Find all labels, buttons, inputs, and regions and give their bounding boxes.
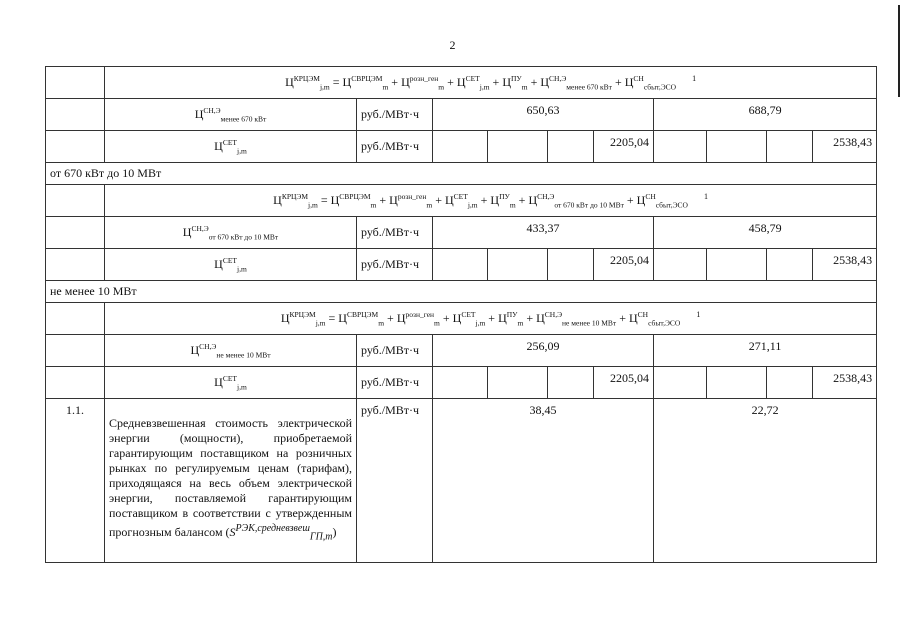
snee-value-2: 458,79 [748,221,782,235]
operator [326,311,339,325]
price-letter: Ц [624,74,634,89]
price-letter: Ц [502,74,511,89]
empty-cell [767,367,813,399]
symbol-superscript: ПУ [511,73,522,83]
unit: руб./МВт·ч [361,107,420,121]
set-symbol-cell [105,367,357,399]
price-formula [105,185,877,217]
number-cell [46,335,105,367]
footnote-mark: 1 [692,73,697,83]
set-symbol-cell [105,249,357,281]
symbol-superscript: СН [633,73,644,83]
empty-cell [707,131,767,163]
price-symbol [396,309,440,328]
operator [516,193,529,207]
empty-cell [488,131,548,163]
price-letter: Ц [444,192,454,207]
price-symbol [182,223,279,242]
price-symbol [636,191,688,210]
set-value-cell-2 [813,249,877,281]
price-symbol [214,255,247,274]
price-letter: Ц [452,310,462,325]
symbol-subscript: j,m [237,264,247,274]
symbol-subscript: сбыт,ЭСО [648,318,681,328]
operator-sign: + [614,74,622,89]
price-formula [105,67,877,99]
symbol-subscript: m [378,318,385,328]
value-cell-2 [654,217,877,249]
snee-row [46,217,877,249]
price-letter: Ц [285,74,294,89]
symbol-subscript: m [521,82,528,92]
symbol-superscript: СН,Э [549,73,567,83]
price-letter: Ц [396,310,406,325]
operator-sign: + [387,310,394,325]
price-letter: Ц [182,224,192,239]
operator-sign: + [435,192,442,207]
operator-sign: + [480,192,488,207]
value-cell-1 [433,335,654,367]
number-cell [46,131,105,163]
set-value-1: 2205,04 [610,371,649,385]
empty-cell [707,367,767,399]
unit-cell [357,217,433,249]
set-row [46,367,877,399]
price-symbol [498,309,524,328]
value-cell-1 [433,399,654,563]
operator [485,311,498,325]
item-description: Средневзвешенная стоимость электрической энергии (мощности), приобретаемой гарантирующим поставщиком на розничных рынках по регулируемым ценам (тарифам), приходящаяся на весь объем электрической энергии, поставляемой гарантирующим поставщиком в соответствии с утвержденным прогнозным балансом ( [109,416,352,540]
symbol-letter: S [229,525,236,540]
symbol-superscript: розн_ген [397,191,427,201]
empty-cell [654,131,707,163]
empty-cell [707,249,767,281]
price-symbol [214,373,247,392]
symbol-superscript: КРЦЭМ [281,191,309,201]
price-letter: Ц [490,192,500,207]
symbol-superscript: розн_ген [405,309,435,319]
symbol-superscript: РЭК,средневзвеш [235,523,310,535]
symbol-superscript: СН,Э [203,105,221,115]
snee-row [46,335,877,367]
symbol-subscript: j,m [319,82,330,92]
formula-row [46,303,877,335]
price-symbol [401,73,445,92]
section-heading-row [46,163,877,185]
symbol-subscript: сбыт,ЭСО [655,200,688,210]
price-symbol [490,191,516,210]
set-value-cell-1 [594,131,654,163]
symbol-subscript: от 670 кВт до 10 МВт [208,232,279,242]
price-symbol [342,73,389,92]
item-number-cell [46,399,105,563]
unit: руб./МВт·ч [361,343,420,357]
operator-sign: + [626,192,634,207]
empty-cell [654,367,707,399]
operator [388,75,401,89]
symbol-superscript: ПУ [506,309,518,319]
unit: руб./МВт·ч [361,225,420,239]
price-symbol [214,137,247,156]
page-number: 2 [449,38,456,52]
symbol-subscript: от 670 кВт до 10 МВт [554,200,624,210]
symbol-subscript: сбыт,ЭСО [643,82,677,92]
price-symbol [536,309,617,328]
price-letter: Ц [273,192,282,207]
set-value-cell-2 [813,367,877,399]
set-value-2: 2538,43 [833,253,873,267]
set-value-2: 2538,43 [833,371,873,385]
operator-sign: = [320,192,328,207]
price-letter: Ц [401,74,410,89]
price-symbol [194,105,267,124]
symbol-superscript: розн_ген [409,73,439,83]
tariff-table [45,66,877,563]
set-value-cell-1 [594,249,654,281]
number-cell [46,67,105,99]
snee-value-2: 688,79 [748,103,782,117]
empty-cell [548,249,594,281]
footnote-mark: 1 [703,191,708,201]
symbol-superscript: СВРЦЭМ [346,309,379,319]
price-symbol [540,73,612,92]
section-heading-text: от 670 кВт до 10 МВт [50,166,162,180]
price-letter: Ц [536,310,545,325]
symbol-subscript: m [434,318,440,328]
set-row [46,131,877,163]
price-letter: Ц [636,192,646,207]
operator-sign: = [332,74,340,89]
symbol-subscript: j,m [308,200,318,210]
symbol-subscript: j,m [315,318,326,328]
symbol-subscript: j,m [479,82,490,92]
price-letter: Ц [528,192,538,207]
empty-cell [433,249,488,281]
symbol-subscript: m [370,200,377,210]
symbol-subscript: не менее 10 МВт [216,350,271,360]
symbol-subscript: m [426,200,433,210]
operator-sign: = [328,310,336,325]
empty-cell [654,249,707,281]
symbol-superscript: СЕТ [222,255,238,265]
item-number: 1.1. [66,403,84,417]
symbol-superscript: СЕТ [453,191,468,201]
operator [490,75,503,89]
price-letter: Ц [194,106,204,121]
price-symbol [389,191,433,210]
operator-sign: + [391,74,399,89]
value-cell-2 [654,335,877,367]
operator-sign: + [442,310,450,325]
price-symbol [338,309,385,328]
price-letter: Ц [540,74,550,89]
symbol-subscript: j,m [475,318,486,328]
operator-sign: + [530,74,538,89]
symbol-subscript: m [382,82,389,92]
symbol-subscript: менее 670 кВт [566,82,612,92]
symbol-superscript: СН,Э [537,191,555,201]
empty-cell [548,367,594,399]
set-value-cell-1 [594,367,654,399]
symbol-superscript: СВРЦЭМ [339,191,371,201]
empty-cell [433,131,488,163]
item-value-2: 22,72 [751,403,779,417]
value-cell-2 [654,99,877,131]
unit-cell [357,367,433,399]
operator [432,193,445,207]
item-1-1-row [46,399,877,563]
operator [612,75,625,89]
symbol-subscript: j,m [467,200,478,210]
snee-value-1: 650,63 [526,103,560,117]
item-value-1: 38,45 [529,403,557,417]
empty-cell [767,249,813,281]
price-symbol [190,341,271,360]
price-symbol [444,191,478,210]
price-symbol [456,73,490,92]
formula-row [46,185,877,217]
operator [478,193,491,207]
symbol-superscript: КРЦЭМ [289,309,316,319]
price-symbol [624,73,677,92]
operator-sign: + [518,192,526,207]
price-letter: Ц [214,374,223,389]
price-letter: Ц [389,192,398,207]
empty-cell [488,249,548,281]
snee-symbol-cell [105,217,357,249]
symbol-superscript: СЕТ [465,73,480,83]
price-symbol-krcem [273,191,318,210]
symbol-subscript: j,m [237,146,247,156]
operator-sign: + [379,192,387,207]
operator-sign: + [488,310,496,325]
snee-row [46,99,877,131]
price-letter: Ц [342,74,352,89]
snee-symbol-cell [105,99,357,131]
price-symbol-krcem [285,73,330,92]
scan-edge-line [898,5,900,97]
value-cell-1 [433,99,654,131]
empty-cell [488,367,548,399]
value-cell-1 [433,217,654,249]
symbol-subscript: не менее 10 МВт [562,318,617,328]
symbol-superscript: КРЦЭМ [293,73,320,83]
price-letter: Ц [214,256,223,271]
operator [384,311,397,325]
symbol-superscript: СН [645,191,656,201]
unit: руб./МВт·ч [361,257,420,271]
unit-cell [357,249,433,281]
empty-cell [767,131,813,163]
weighted-cost-symbol [229,523,333,543]
operator [440,311,453,325]
unit-cell [357,399,433,563]
snee-value-2: 271,11 [748,339,782,353]
price-formula [105,303,877,335]
unit-cell [357,99,433,131]
price-symbol [628,309,681,328]
section-heading [46,163,877,185]
unit-cell [357,335,433,367]
symbol-superscript: ПУ [499,191,510,201]
price-letter: Ц [280,310,290,325]
price-letter: Ц [456,74,466,89]
price-letter: Ц [498,310,507,325]
unit-cell [357,131,433,163]
section-heading-row [46,281,877,303]
unit: руб./МВт·ч [361,139,420,153]
symbol-subscript: ГП,m [309,531,333,543]
number-cell [46,367,105,399]
symbol-superscript: СЕТ [222,137,238,147]
operator-sign: + [526,310,534,325]
symbol-subscript: m [438,82,445,92]
symbol-superscript: СВРЦЭМ [351,73,383,83]
symbol-subscript: менее 670 кВт [220,114,267,124]
symbol-superscript: СН,Э [199,341,217,351]
value-cell-2 [654,399,877,563]
footnote-mark: 1 [696,309,701,319]
symbol-subscript: m [509,200,516,210]
number-cell [46,217,105,249]
price-letter: Ц [190,342,200,357]
symbol-superscript: СЕТ [461,309,476,319]
price-symbol-krcem [280,309,326,328]
price-letter: Ц [338,310,347,325]
operator [624,193,637,207]
price-letter: Ц [330,192,340,207]
set-value-cell-2 [813,131,877,163]
operator-sign: + [619,310,626,325]
operator [330,75,343,89]
operator [616,311,629,325]
item-description-cell [105,399,357,563]
symbol-superscript: СН,Э [544,309,563,319]
symbol-superscript: СН [637,309,649,319]
close-paren: ) [332,525,337,540]
operator [523,311,536,325]
snee-symbol-cell [105,335,357,367]
symbol-subscript: j,m [237,382,247,392]
unit: руб./МВт·ч [361,375,420,389]
set-row [46,249,877,281]
number-cell [46,185,105,217]
set-value-2: 2538,43 [833,135,873,149]
unit: руб./МВт·ч [361,403,420,417]
number-cell [46,249,105,281]
section-heading [46,281,877,303]
set-value-1: 2205,04 [610,135,649,149]
snee-value-1: 433,37 [526,221,560,235]
set-value-1: 2205,04 [610,253,649,267]
price-letter: Ц [628,310,638,325]
number-cell [46,99,105,131]
price-symbol [502,73,528,92]
operator [376,193,389,207]
section-heading-text: не менее 10 МВт [50,284,137,298]
number-cell [46,303,105,335]
operator [444,75,457,89]
price-symbol [330,191,377,210]
snee-value-1: 256,09 [526,339,560,353]
price-symbol [452,309,486,328]
empty-cell [433,367,488,399]
symbol-superscript: СН,Э [191,223,209,233]
symbol-subscript: m [517,318,524,328]
set-symbol-cell [105,131,357,163]
empty-cell [548,131,594,163]
price-symbol [528,191,624,210]
symbol-superscript: СЕТ [222,373,238,383]
formula-row [46,67,877,99]
operator-sign: + [492,74,500,89]
operator [318,193,331,207]
operator [528,75,541,89]
operator-sign: + [447,74,454,89]
price-letter: Ц [214,138,223,153]
